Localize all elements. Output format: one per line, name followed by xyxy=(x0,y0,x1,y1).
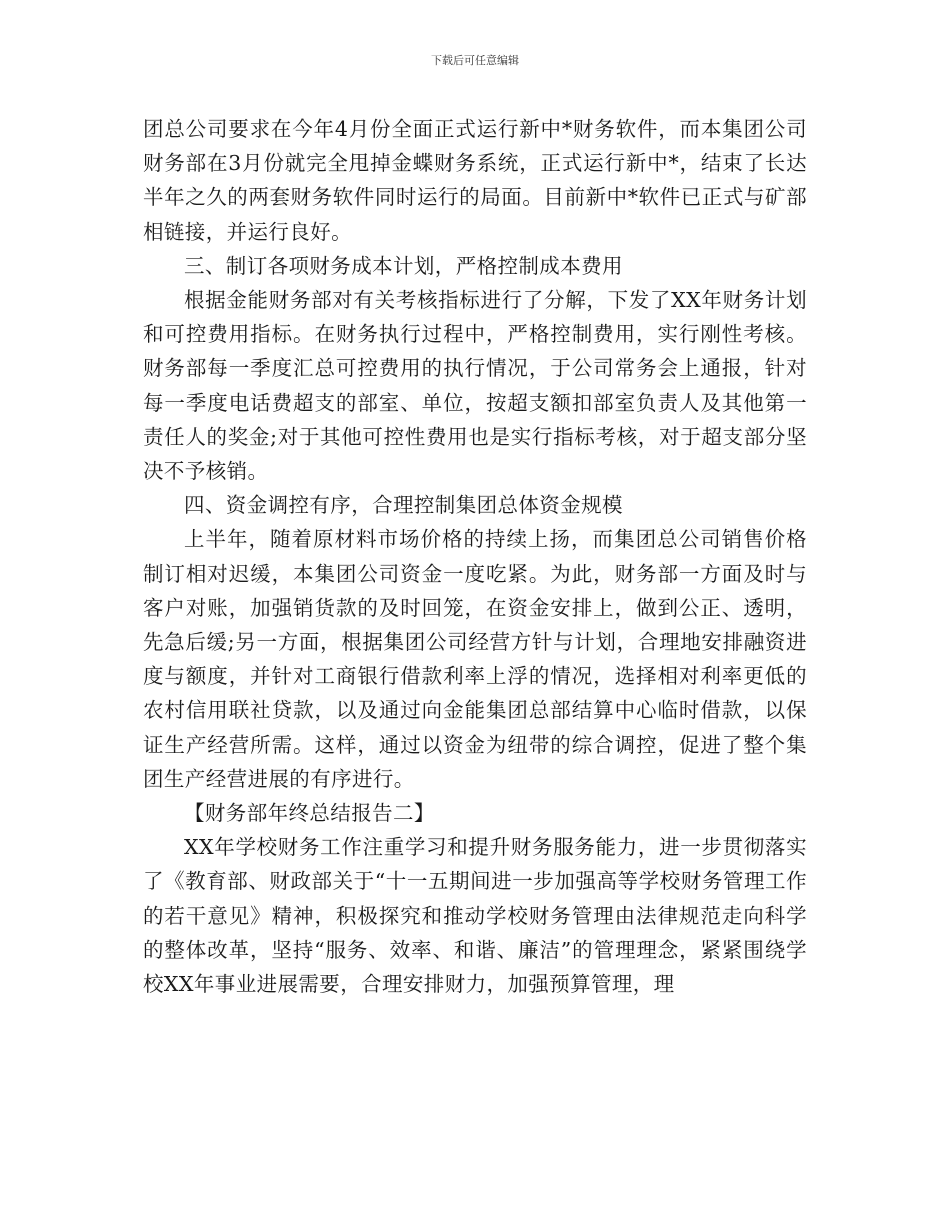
document-body xyxy=(143,112,807,1001)
section-heading-4: 四、资金调控有序，合理控制集团总体资金规模 xyxy=(184,493,623,518)
section-heading-3: 三、制订各项财务成本计划，严格控制成本费用 xyxy=(184,253,623,278)
page-header-note: 下载后可任意编辑 xyxy=(431,54,519,67)
paragraph-3: 上半年，随着原材料市场价格的持续上扬，而集团总公司销售价格制订相对迟缓，本集团公司资金一度吃紧。为此，财务部一方面及时与客户对账，加强销货款的及时回笼，在资金安排上，做到公正、透明，先急后缓;另一方面，根据集团公司经营方针与计划，合理地安排融资进度与额度，并针对工商银行借款利率上浮的情况，选择相对利率更低的农村信用联社贷款，以及通过向金能集团总部结算中心临时借款，以保证生产经营所需。这样，通过以资金为纽带的综合调控，促进了整个集团生产经营进展的有序进行。 xyxy=(143,527,807,791)
paragraph-2: 根据金能财务部对有关考核指标进行了分解，下发了XX年财务计划和可控费用指标。在财务执行过程中，严格控制费用，实行刚性考核。财务部每一季度汇总可控费用的执行情况，于公司常务会上通报，针对每一季度电话费超支的部室、单位，按超支额扣部室负责人及其他第一责任人的奖金;对于其他可控性费用也是实行指标考核，对于超支部分坚决不予核销。 xyxy=(143,288,807,484)
paragraph-1: 团总公司要求在今年4月份全面正式运行新中*财务软件，而本集团公司财务部在3月份就完全甩掉金蝶财务系统，正式运行新中*，结束了长达半年之久的两套财务软件同时运行的局面。目前新中*软件已正式与矿部相链接，并运行良好。 xyxy=(143,117,807,244)
report-title-2: 【财务部年终总结报告二】 xyxy=(184,801,435,826)
paragraph-4: XX年学校财务工作注重学习和提升财务服务能力，进一步贯彻落实了《教育部、财政部关于“十一五期间进一步加强高等学校财务管理工作的若干意见》精神，积极探究和推动学校财务管理由法律规范走向科学的整体改革，坚持“服务、效率、和谐、廉洁”的管理理念，紧紧围绕学校XX年事业进展需要，合理安排财力，加强预算管理，理 xyxy=(143,835,807,997)
